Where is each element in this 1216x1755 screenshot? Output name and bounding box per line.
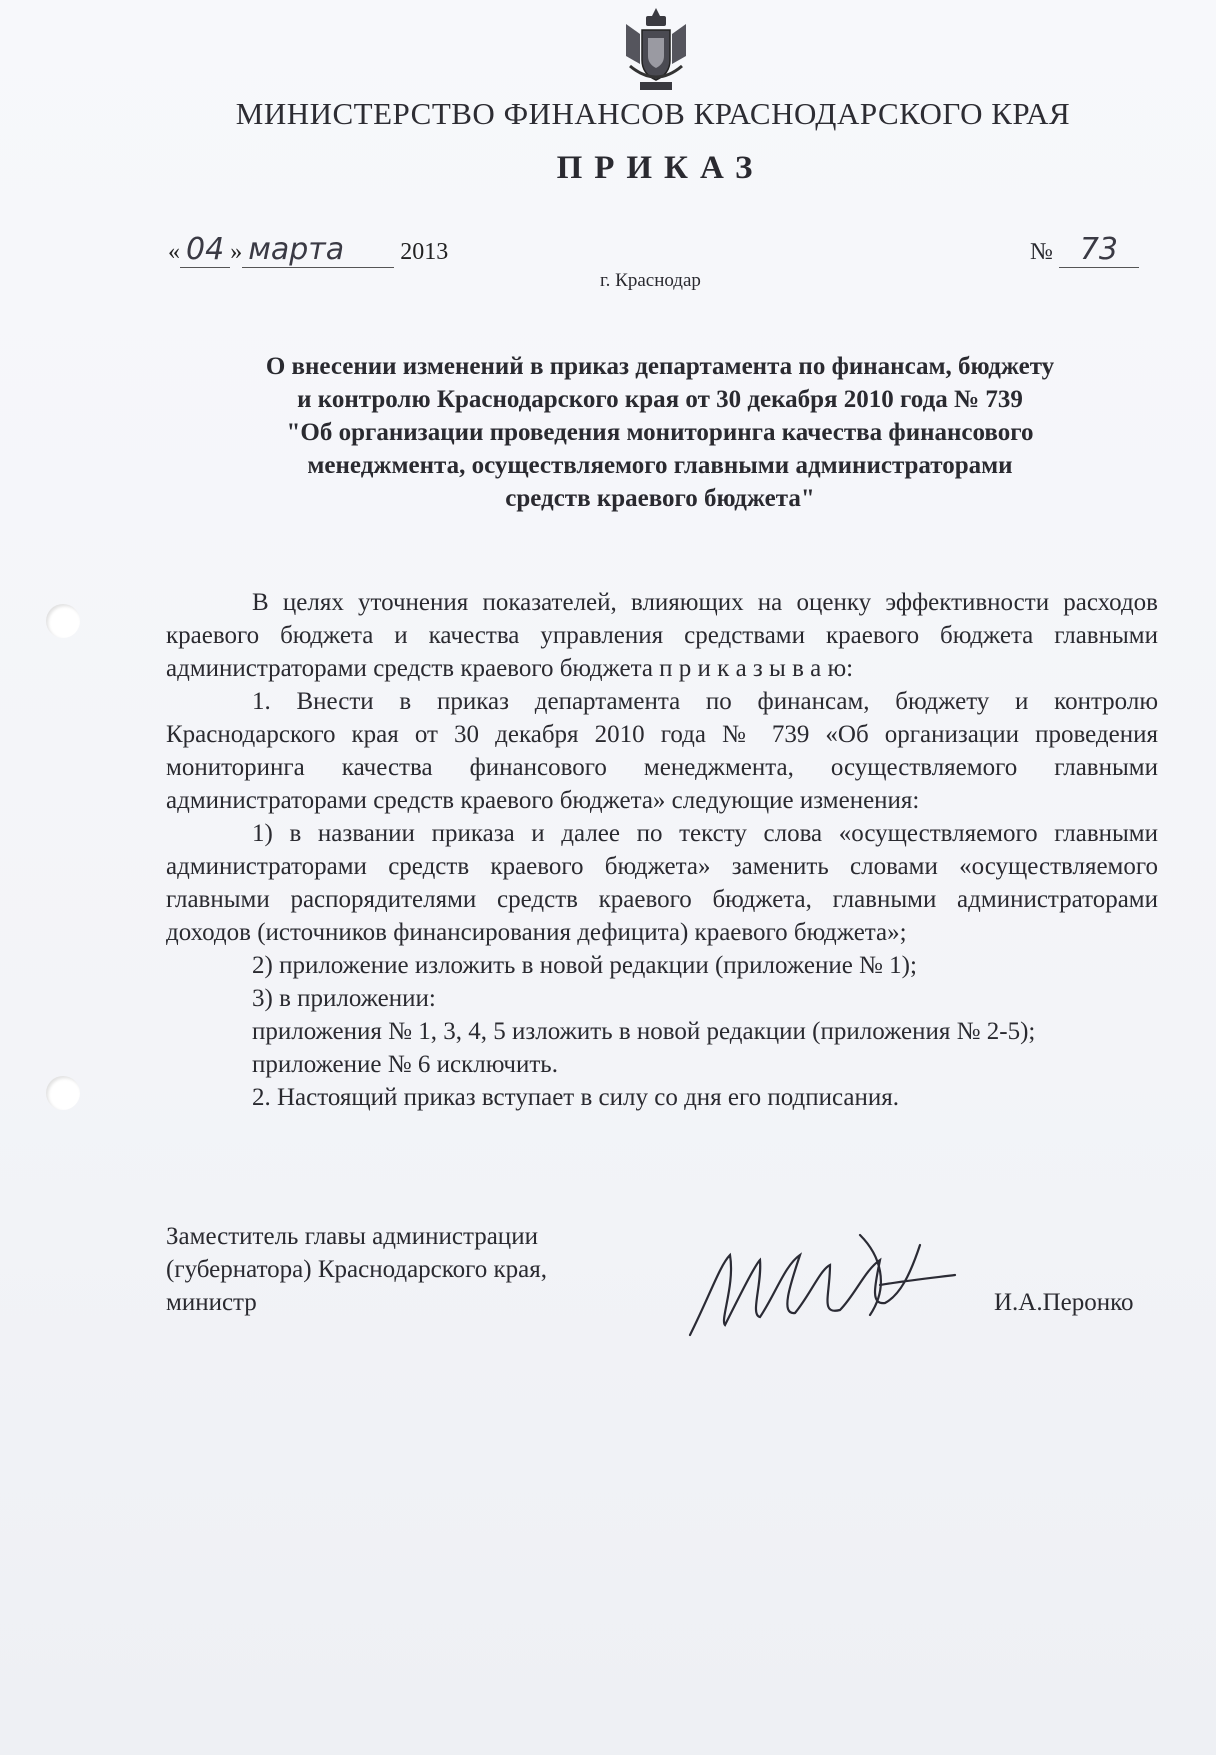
order-number [1030,232,1139,268]
paragraph: В целях уточнения показателей, влияющих на оценку эффективности расходов краевого бюджета и качества управления средствами краевого бюджета главными администраторами средств краевого бюджета п р и к а з ы в а ю: [166,589,1158,682]
date-day: 04 [180,232,230,268]
order-subject [160,350,1160,515]
order-body [166,586,1158,1114]
position-line: министр [166,1289,257,1316]
paragraph: 2) приложение изложить в новой редакции (приложение № 1); [252,952,917,979]
coat-of-arms-icon [620,4,692,96]
order-date [168,232,448,268]
paragraph: 1) в названии приказа и далее по тексту слова «осуществляемого главными администраторами средств краевого бюджета» заменить словами «осуществляемого главными распорядителями средств краевого бюджета, главными администраторами доходов (источников финансирования дефицита) краевого бюджета»; [166,820,1158,946]
signatory-position [166,1220,547,1319]
date-month: марта [242,232,394,268]
paragraph: приложение № 6 исключить. [252,1051,558,1078]
quote-open: « [168,239,180,265]
subject-line: и контролю Краснодарского края от 30 декабря 2010 года № 739 [297,386,1023,413]
punch-hole [46,604,80,638]
subject-line: средств краевого бюджета" [505,485,815,512]
paragraph: 1. Внести в приказ департамента по финансам, бюджету и контролю Краснодарского края от 30 декабря 2010 года № 739 «Об организации проведения мониторинга качества финансового менеджмента, осуществляемого главными администраторами средств краевого бюджета» следующие изменения: [166,688,1158,814]
city: г. Краснодар [600,270,701,291]
number-value: 73 [1059,232,1139,268]
subject-line: "Об организации проведения мониторинга качества финансового [286,419,1034,446]
quote-close: » [230,239,243,265]
handwritten-signature [680,1225,960,1345]
subject-line: О внесении изменений в приказ департамента по финансам, бюджету [265,353,1055,380]
subject-line: менеджмента, осуществляемого главными администраторами [307,452,1013,479]
number-label: № [1030,239,1053,265]
document-type: ПРИКАЗ [556,150,765,186]
date-year: 2013 [400,239,449,265]
signatory-name: И.А.Перонко [994,1289,1134,1316]
position-line: Заместитель главы администрации [166,1223,538,1250]
ministry-name: МИНИСТЕРСТВО ФИНАНСОВ КРАСНОДАРСКОГО КРАЯ [235,96,1071,131]
paragraph: приложения № 1, 3, 4, 5 изложить в новой редакции (приложения № 2-5); [252,1018,1036,1045]
paragraph: 3) в приложении: [252,985,436,1012]
paragraph: 2. Настоящий приказ вступает в силу со дня его подписания. [252,1084,900,1111]
position-line: (губернатора) Краснодарского края, [166,1256,548,1283]
punch-hole [46,1076,80,1110]
